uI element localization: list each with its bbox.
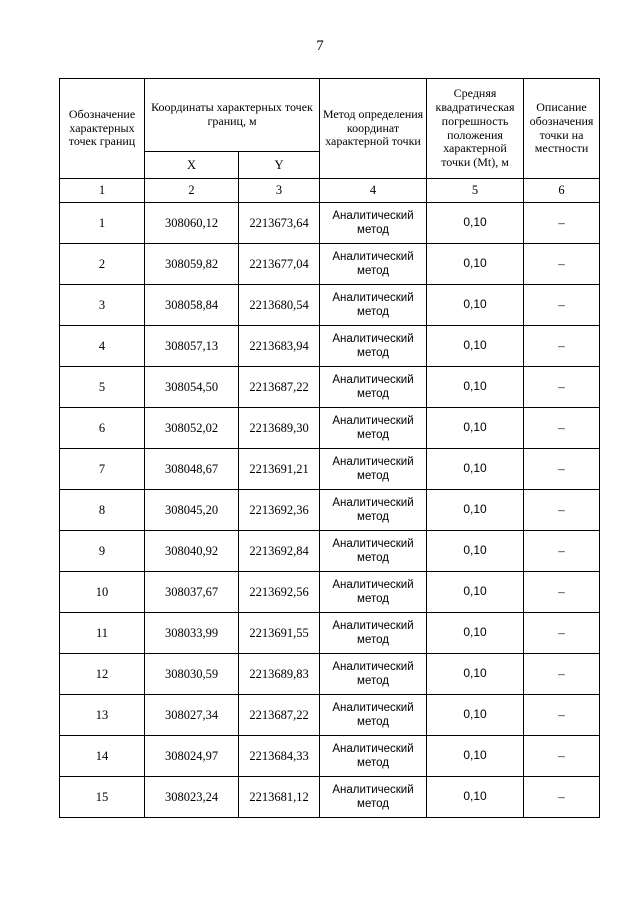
accuracy-cell: 0,10	[427, 531, 524, 572]
accuracy-cell: 0,10	[427, 326, 524, 367]
accuracy-cell: 0,10	[427, 490, 524, 531]
description-cell: –	[524, 777, 600, 818]
table-row	[60, 531, 600, 572]
header-coordinates: Координаты характерных точек границ, м	[145, 79, 320, 152]
description-cell: –	[524, 531, 600, 572]
coord-x-cell: 308048,67	[145, 449, 239, 490]
description-cell: –	[524, 736, 600, 777]
header-x: X	[145, 152, 239, 179]
column-number: 3	[239, 179, 320, 203]
coord-y-cell: 2213692,36	[239, 490, 320, 531]
coord-x-cell: 308058,84	[145, 285, 239, 326]
accuracy-cell: 0,10	[427, 613, 524, 654]
method-cell: Аналитический метод	[320, 449, 427, 490]
accuracy-cell: 0,10	[427, 736, 524, 777]
method-cell: Аналитический метод	[320, 613, 427, 654]
coord-y-cell: 2213673,64	[239, 203, 320, 244]
column-number: 5	[427, 179, 524, 203]
description-cell: –	[524, 449, 600, 490]
table-row	[60, 736, 600, 777]
accuracy-cell: 0,10	[427, 285, 524, 326]
method-cell: Аналитический метод	[320, 285, 427, 326]
table-row	[60, 777, 600, 818]
method-cell: Аналитический метод	[320, 695, 427, 736]
coord-x-cell: 308040,92	[145, 531, 239, 572]
description-cell: –	[524, 408, 600, 449]
accuracy-cell: 0,10	[427, 408, 524, 449]
table-row	[60, 285, 600, 326]
coord-y-cell: 2213683,94	[239, 326, 320, 367]
accuracy-cell: 0,10	[427, 777, 524, 818]
coord-y-cell: 2213689,30	[239, 408, 320, 449]
coord-x-cell: 308054,50	[145, 367, 239, 408]
coord-y-cell: 2213687,22	[239, 367, 320, 408]
coord-y-cell: 2213691,21	[239, 449, 320, 490]
coord-x-cell: 308045,20	[145, 490, 239, 531]
table-row	[60, 654, 600, 695]
header-method: Метод определения координат характерной точки	[320, 79, 427, 179]
header-accuracy: Средняя квадратическая погрешность положения характерной точки (Mt), м	[427, 79, 524, 179]
point-id-cell: 3	[60, 285, 145, 326]
method-cell: Аналитический метод	[320, 654, 427, 695]
method-cell: Аналитический метод	[320, 531, 427, 572]
description-cell: –	[524, 326, 600, 367]
coord-x-cell: 308057,13	[145, 326, 239, 367]
column-number: 2	[145, 179, 239, 203]
point-id-cell: 6	[60, 408, 145, 449]
coord-y-cell: 2213687,22	[239, 695, 320, 736]
table-body	[60, 203, 600, 818]
table-row	[60, 203, 600, 244]
method-cell: Аналитический метод	[320, 203, 427, 244]
coord-y-cell: 2213680,54	[239, 285, 320, 326]
coord-x-cell: 308027,34	[145, 695, 239, 736]
method-cell: Аналитический метод	[320, 326, 427, 367]
point-id-cell: 15	[60, 777, 145, 818]
coord-x-cell: 308030,59	[145, 654, 239, 695]
method-cell: Аналитический метод	[320, 367, 427, 408]
column-number: 1	[60, 179, 145, 203]
point-id-cell: 5	[60, 367, 145, 408]
table-row	[60, 367, 600, 408]
page-number: 7	[316, 38, 324, 54]
point-id-cell: 12	[60, 654, 145, 695]
header-description: Описание обозначения точки на местности	[524, 79, 600, 179]
coord-y-cell: 2213691,55	[239, 613, 320, 654]
coord-y-cell: 2213692,56	[239, 572, 320, 613]
description-cell: –	[524, 613, 600, 654]
accuracy-cell: 0,10	[427, 203, 524, 244]
point-id-cell: 13	[60, 695, 145, 736]
coord-x-cell: 308023,24	[145, 777, 239, 818]
table-row	[60, 326, 600, 367]
table-row	[60, 449, 600, 490]
method-cell: Аналитический метод	[320, 244, 427, 285]
point-id-cell: 4	[60, 326, 145, 367]
accuracy-cell: 0,10	[427, 572, 524, 613]
point-id-cell: 1	[60, 203, 145, 244]
description-cell: –	[524, 367, 600, 408]
coord-x-cell: 308060,12	[145, 203, 239, 244]
point-id-cell: 11	[60, 613, 145, 654]
point-id-cell: 10	[60, 572, 145, 613]
description-cell: –	[524, 285, 600, 326]
accuracy-cell: 0,10	[427, 367, 524, 408]
coord-x-cell: 308033,99	[145, 613, 239, 654]
coord-y-cell: 2213689,83	[239, 654, 320, 695]
point-id-cell: 14	[60, 736, 145, 777]
header-y: Y	[239, 152, 320, 179]
description-cell: –	[524, 654, 600, 695]
method-cell: Аналитический метод	[320, 490, 427, 531]
point-id-cell: 7	[60, 449, 145, 490]
point-id-cell: 9	[60, 531, 145, 572]
accuracy-cell: 0,10	[427, 449, 524, 490]
coord-y-cell: 2213684,33	[239, 736, 320, 777]
column-number: 6	[524, 179, 600, 203]
description-cell: –	[524, 490, 600, 531]
column-number: 4	[320, 179, 427, 203]
table-row	[60, 613, 600, 654]
coord-y-cell: 2213677,04	[239, 244, 320, 285]
method-cell: Аналитический метод	[320, 408, 427, 449]
coord-y-cell: 2213681,12	[239, 777, 320, 818]
description-cell: –	[524, 695, 600, 736]
coord-y-cell: 2213692,84	[239, 531, 320, 572]
accuracy-cell: 0,10	[427, 244, 524, 285]
table-row	[60, 695, 600, 736]
coord-x-cell: 308059,82	[145, 244, 239, 285]
coord-x-cell: 308052,02	[145, 408, 239, 449]
table-row	[60, 490, 600, 531]
header-point-designation: Обозначение характерных точек границ	[60, 79, 145, 179]
accuracy-cell: 0,10	[427, 654, 524, 695]
point-id-cell: 8	[60, 490, 145, 531]
coord-x-cell: 308037,67	[145, 572, 239, 613]
method-cell: Аналитический метод	[320, 572, 427, 613]
description-cell: –	[524, 203, 600, 244]
method-cell: Аналитический метод	[320, 736, 427, 777]
accuracy-cell: 0,10	[427, 695, 524, 736]
coord-x-cell: 308024,97	[145, 736, 239, 777]
table-row	[60, 244, 600, 285]
method-cell: Аналитический метод	[320, 777, 427, 818]
table-row	[60, 572, 600, 613]
description-cell: –	[524, 572, 600, 613]
description-cell: –	[524, 244, 600, 285]
point-id-cell: 2	[60, 244, 145, 285]
table-row	[60, 408, 600, 449]
boundary-points-table	[59, 78, 600, 818]
